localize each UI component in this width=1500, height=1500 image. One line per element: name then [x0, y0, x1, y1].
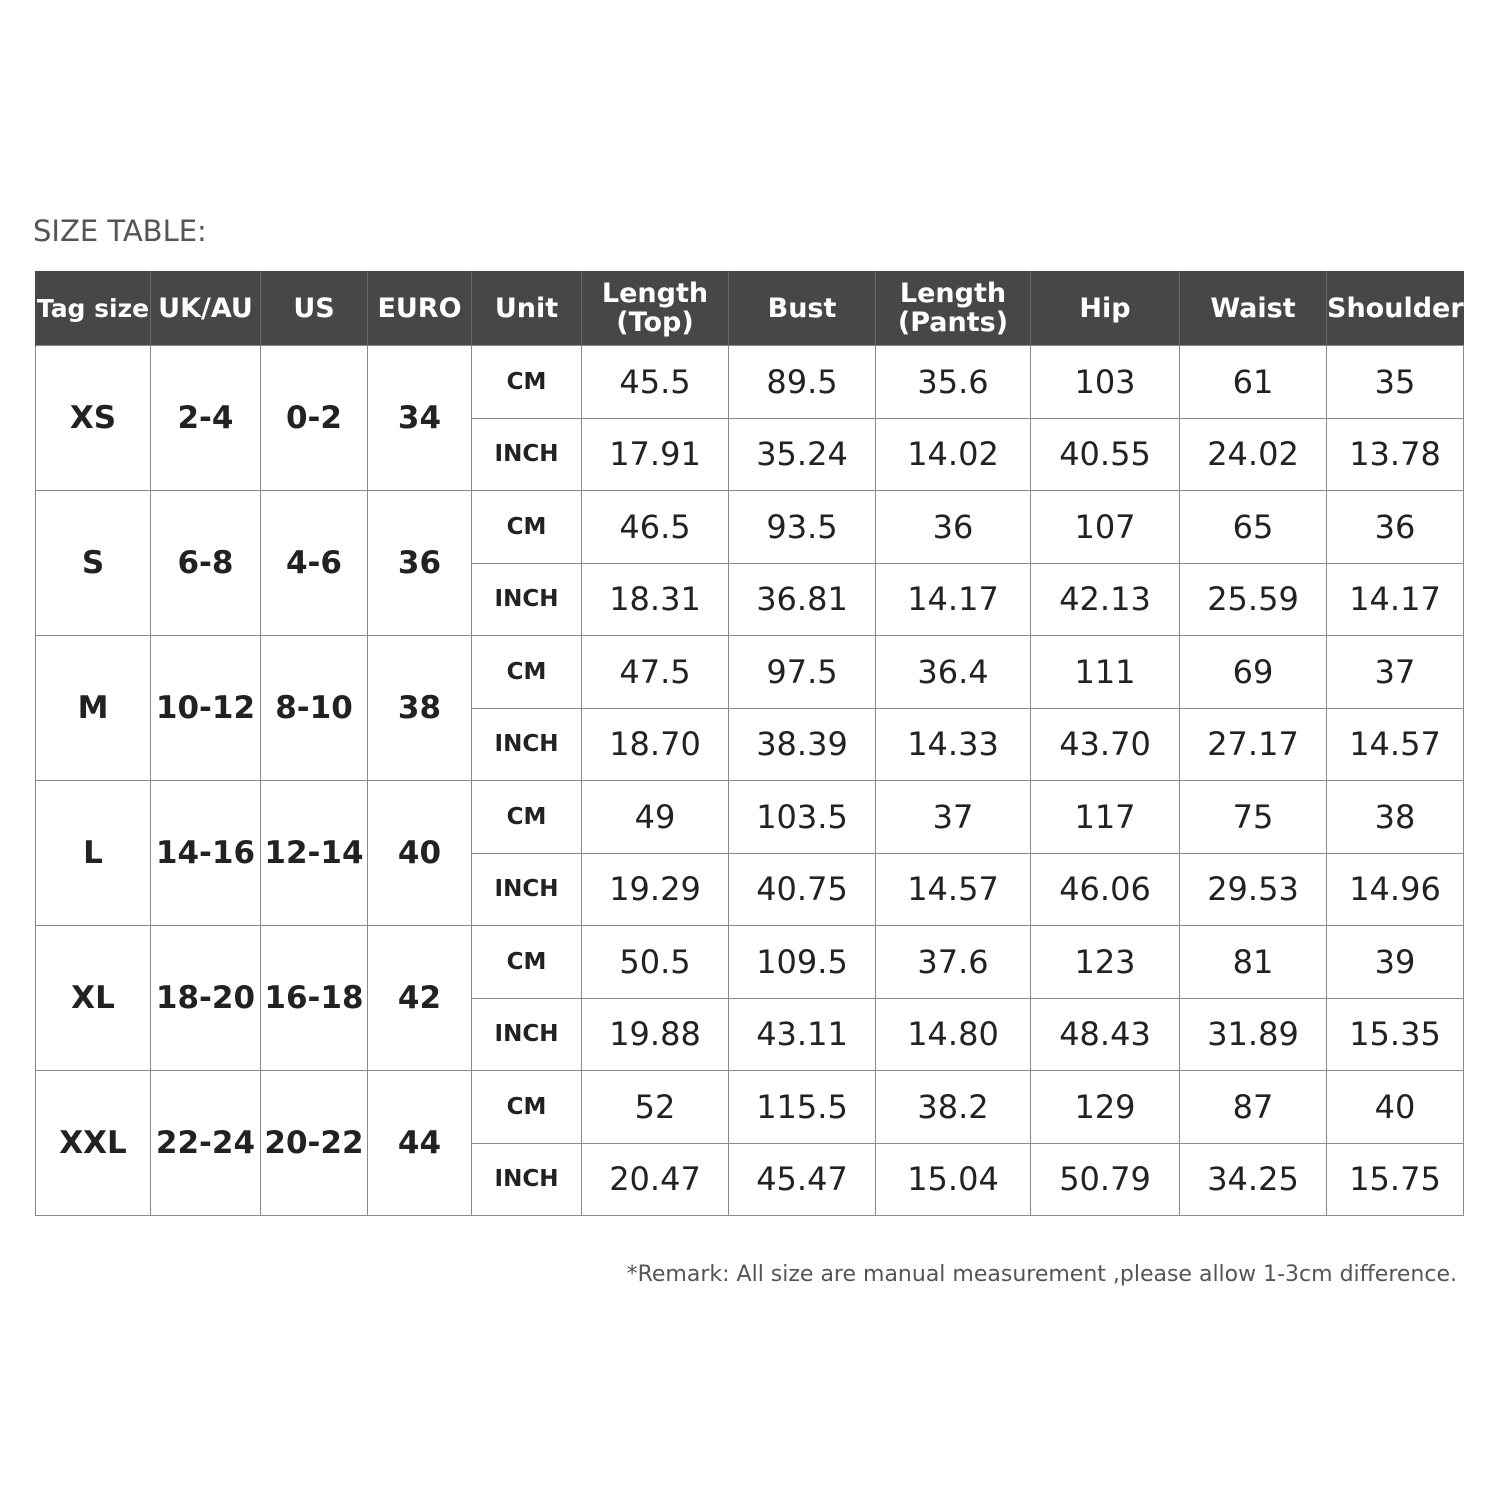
- shoulder-cm-cell: 39: [1327, 926, 1464, 999]
- hip-inch-cell: 43.70: [1031, 708, 1180, 781]
- header-euro: EURO: [368, 271, 472, 346]
- length-top-cm-cell: 49: [582, 781, 729, 854]
- euro-cell: 38: [368, 636, 472, 781]
- hip-cm-cell: 103: [1031, 346, 1180, 419]
- hip-inch-cell: 48.43: [1031, 998, 1180, 1071]
- length-pants-cm-cell: 36.4: [876, 636, 1031, 709]
- length-top-cm-cell: 46.5: [582, 491, 729, 564]
- unit-inch-cell: INCH: [472, 418, 582, 491]
- header-bust: Bust: [729, 271, 876, 346]
- bust-inch-cell: 43.11: [729, 998, 876, 1071]
- length-pants-inch-cell: 14.33: [876, 708, 1031, 781]
- waist-inch-cell: 29.53: [1180, 853, 1327, 926]
- unit-inch-cell: INCH: [472, 563, 582, 636]
- shoulder-cm-cell: 36: [1327, 491, 1464, 564]
- us-cell: 16-18: [261, 926, 368, 1071]
- bust-inch-cell: 36.81: [729, 563, 876, 636]
- euro-cell: 42: [368, 926, 472, 1071]
- header-length-top-line2: (Top): [616, 307, 694, 338]
- shoulder-inch-cell: 13.78: [1327, 418, 1464, 491]
- shoulder-cm-cell: 37: [1327, 636, 1464, 709]
- us-cell: 8-10: [261, 636, 368, 781]
- length-pants-cm-cell: 35.6: [876, 346, 1031, 419]
- header-uk-au: UK/AU: [151, 271, 261, 346]
- waist-inch-cell: 27.17: [1180, 708, 1327, 781]
- length-top-cm-cell: 47.5: [582, 636, 729, 709]
- length-pants-cm-cell: 37: [876, 781, 1031, 854]
- length-top-cm-cell: 45.5: [582, 346, 729, 419]
- hip-cm-cell: 111: [1031, 636, 1180, 709]
- hip-inch-cell: 40.55: [1031, 418, 1180, 491]
- length-top-inch-cell: 17.91: [582, 418, 729, 491]
- tag-size-cell: XL: [36, 926, 151, 1071]
- euro-cell: 34: [368, 346, 472, 491]
- shoulder-cm-cell: 40: [1327, 1071, 1464, 1144]
- tag-size-cell: M: [36, 636, 151, 781]
- unit-cm-cell: CM: [472, 1071, 582, 1144]
- header-unit: Unit: [472, 271, 582, 346]
- header-length-pants-line1: Length: [899, 278, 1007, 309]
- table-row: [36, 636, 1464, 709]
- shoulder-inch-cell: 14.96: [1327, 853, 1464, 926]
- bust-cm-cell: 97.5: [729, 636, 876, 709]
- hip-inch-cell: 50.79: [1031, 1143, 1180, 1216]
- header-tag-size: Tag size: [36, 271, 151, 346]
- length-top-inch-cell: 19.29: [582, 853, 729, 926]
- bust-cm-cell: 103.5: [729, 781, 876, 854]
- us-cell: 20-22: [261, 1071, 368, 1216]
- shoulder-cm-cell: 38: [1327, 781, 1464, 854]
- bust-cm-cell: 115.5: [729, 1071, 876, 1144]
- length-pants-inch-cell: 14.17: [876, 563, 1031, 636]
- us-cell: 0-2: [261, 346, 368, 491]
- length-top-inch-cell: 20.47: [582, 1143, 729, 1216]
- tag-size-cell: XXL: [36, 1071, 151, 1216]
- uk-au-cell: 22-24: [151, 1071, 261, 1216]
- header-length-top-line1: Length: [601, 278, 709, 309]
- length-top-inch-cell: 18.70: [582, 708, 729, 781]
- bust-inch-cell: 45.47: [729, 1143, 876, 1216]
- hip-inch-cell: 42.13: [1031, 563, 1180, 636]
- us-cell: 4-6: [261, 491, 368, 636]
- table-body: [36, 346, 1464, 1216]
- bust-cm-cell: 109.5: [729, 926, 876, 999]
- length-pants-cm-cell: 37.6: [876, 926, 1031, 999]
- uk-au-cell: 10-12: [151, 636, 261, 781]
- uk-au-cell: 14-16: [151, 781, 261, 926]
- waist-inch-cell: 24.02: [1180, 418, 1327, 491]
- size-table: [35, 271, 1464, 1216]
- bust-inch-cell: 38.39: [729, 708, 876, 781]
- bust-cm-cell: 93.5: [729, 491, 876, 564]
- waist-inch-cell: 34.25: [1180, 1143, 1327, 1216]
- hip-cm-cell: 129: [1031, 1071, 1180, 1144]
- waist-cm-cell: 61: [1180, 346, 1327, 419]
- tag-size-cell: XS: [36, 346, 151, 491]
- length-top-cm-cell: 52: [582, 1071, 729, 1144]
- remark-note: *Remark: All size are manual measurement ,please allow 1-3cm difference.: [626, 1262, 1457, 1287]
- length-pants-cm-cell: 36: [876, 491, 1031, 564]
- unit-inch-cell: INCH: [472, 853, 582, 926]
- waist-inch-cell: 25.59: [1180, 563, 1327, 636]
- hip-cm-cell: 123: [1031, 926, 1180, 999]
- waist-cm-cell: 81: [1180, 926, 1327, 999]
- unit-cm-cell: CM: [472, 781, 582, 854]
- length-top-inch-cell: 18.31: [582, 563, 729, 636]
- table-row: [36, 346, 1464, 419]
- shoulder-inch-cell: 14.57: [1327, 708, 1464, 781]
- table-row: [36, 781, 1464, 854]
- header-row: [36, 271, 1464, 346]
- euro-cell: 40: [368, 781, 472, 926]
- unit-cm-cell: CM: [472, 491, 582, 564]
- waist-inch-cell: 31.89: [1180, 998, 1327, 1071]
- unit-inch-cell: INCH: [472, 1143, 582, 1216]
- tag-size-cell: S: [36, 491, 151, 636]
- length-top-cm-cell: 50.5: [582, 926, 729, 999]
- length-pants-inch-cell: 14.02: [876, 418, 1031, 491]
- waist-cm-cell: 65: [1180, 491, 1327, 564]
- us-cell: 12-14: [261, 781, 368, 926]
- unit-cm-cell: CM: [472, 346, 582, 419]
- uk-au-cell: 6-8: [151, 491, 261, 636]
- bust-cm-cell: 89.5: [729, 346, 876, 419]
- waist-cm-cell: 75: [1180, 781, 1327, 854]
- waist-cm-cell: 87: [1180, 1071, 1327, 1144]
- length-pants-inch-cell: 15.04: [876, 1143, 1031, 1216]
- bust-inch-cell: 35.24: [729, 418, 876, 491]
- shoulder-inch-cell: 14.17: [1327, 563, 1464, 636]
- shoulder-inch-cell: 15.75: [1327, 1143, 1464, 1216]
- uk-au-cell: 18-20: [151, 926, 261, 1071]
- header-length-top: [582, 271, 729, 346]
- page-title: SIZE TABLE:: [33, 214, 207, 248]
- header-length-pants: [876, 271, 1031, 346]
- hip-cm-cell: 107: [1031, 491, 1180, 564]
- table-row: [36, 491, 1464, 564]
- shoulder-cm-cell: 35: [1327, 346, 1464, 419]
- table-row: [36, 926, 1464, 999]
- header-shoulder: Shoulder: [1327, 271, 1464, 346]
- tag-size-cell: L: [36, 781, 151, 926]
- hip-cm-cell: 117: [1031, 781, 1180, 854]
- bust-inch-cell: 40.75: [729, 853, 876, 926]
- unit-inch-cell: INCH: [472, 998, 582, 1071]
- length-pants-inch-cell: 14.80: [876, 998, 1031, 1071]
- header-length-pants-line2: (Pants): [897, 307, 1009, 338]
- unit-cm-cell: CM: [472, 636, 582, 709]
- length-pants-inch-cell: 14.57: [876, 853, 1031, 926]
- unit-inch-cell: INCH: [472, 708, 582, 781]
- table-row: [36, 1071, 1464, 1144]
- euro-cell: 36: [368, 491, 472, 636]
- header-waist: Waist: [1180, 271, 1327, 346]
- euro-cell: 44: [368, 1071, 472, 1216]
- length-top-inch-cell: 19.88: [582, 998, 729, 1071]
- hip-inch-cell: 46.06: [1031, 853, 1180, 926]
- length-pants-cm-cell: 38.2: [876, 1071, 1031, 1144]
- shoulder-inch-cell: 15.35: [1327, 998, 1464, 1071]
- header-hip: Hip: [1031, 271, 1180, 346]
- waist-cm-cell: 69: [1180, 636, 1327, 709]
- uk-au-cell: 2-4: [151, 346, 261, 491]
- header-us: US: [261, 271, 368, 346]
- unit-cm-cell: CM: [472, 926, 582, 999]
